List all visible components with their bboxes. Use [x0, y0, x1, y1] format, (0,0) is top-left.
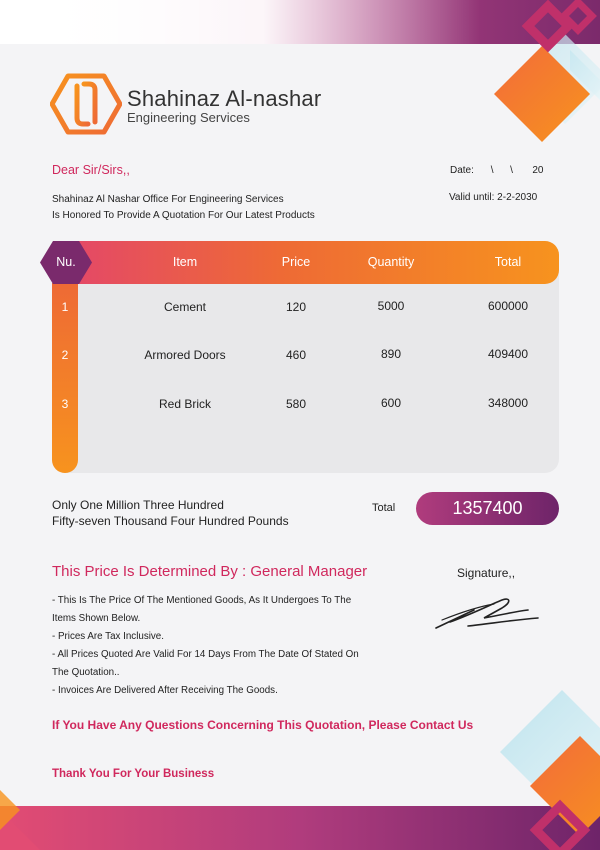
terms-line-6: - Invoices Are Delivered After Receiving The Goods.	[52, 685, 278, 696]
row-2-price: 460	[285, 348, 307, 362]
row-3-number: 3	[61, 397, 69, 411]
header-nu: Nu.	[56, 255, 76, 269]
row-3-quantity: 600	[380, 396, 402, 410]
intro-text	[52, 192, 382, 224]
date-field	[450, 165, 560, 176]
total-value-badge: 1357400	[416, 492, 559, 525]
header-quantity: Quantity	[367, 255, 415, 269]
total-label: Total	[372, 502, 396, 514]
row-3-item: Red Brick	[158, 397, 211, 411]
terms-line-1: - This Is The Price Of The Mentioned Goods, As It Undergoes To The	[52, 595, 352, 606]
signature-label: Signature,,	[457, 566, 516, 580]
header-item: Item	[172, 255, 198, 269]
top-band-fade	[0, 0, 480, 44]
row-3-price: 580	[285, 397, 307, 411]
row-2-item: Armored Doors	[144, 348, 226, 362]
row-1-item: Cement	[163, 300, 207, 314]
contact-note: If You Have Any Questions Concerning This Quotation, Please Contact Us	[52, 718, 474, 732]
row-3-total: 348000	[487, 396, 529, 410]
company-subtitle: Engineering Services	[127, 110, 250, 125]
signature-scribble	[432, 592, 542, 634]
row-1-price: 120	[285, 300, 307, 314]
valid-until: Valid until: 2-2-2030	[449, 192, 538, 203]
row-2-quantity: 890	[380, 347, 402, 361]
row-1-total: 600000	[487, 299, 529, 313]
price-determined-heading: This Price Is Determined By : General Manager	[52, 563, 368, 580]
terms-line-3: - Prices Are Tax Inclusive.	[52, 631, 164, 642]
date-value: \ \ 20	[490, 165, 544, 176]
top-right-geometric-decoration	[470, 0, 600, 190]
amount-in-words	[52, 497, 352, 529]
intro-line-1: Shahinaz Al Nashar Office For Engineering Services	[52, 194, 284, 205]
row-2-number: 2	[61, 348, 69, 362]
company-name: Shahinaz Al-nashar	[127, 86, 322, 111]
terms-list	[52, 592, 412, 700]
amount-words-line-1: Only One Million Three Hundred	[52, 498, 224, 512]
terms-line-2: Items Shown Below.	[52, 613, 141, 624]
header-total: Total	[494, 255, 522, 269]
row-1-quantity: 5000	[377, 299, 405, 313]
company-logo-icon	[50, 72, 122, 136]
thank-you-note: Thank You For Your Business	[52, 768, 215, 780]
intro-line-2: Is Honored To Provide A Quotation For Our Latest Products	[52, 210, 315, 221]
terms-line-4: - All Prices Quoted Are Valid For 14 Days From The Date Of Stated On	[52, 649, 359, 660]
bottom-left-decoration	[0, 780, 60, 850]
date-label: Date:	[450, 165, 474, 176]
amount-words-line-2: Fifty-seven Thousand Four Hundred Pounds	[52, 514, 289, 528]
greeting: Dear Sir/Sirs,,	[52, 163, 130, 177]
bottom-right-geometric-decoration	[500, 690, 600, 850]
row-1-number: 1	[61, 300, 69, 314]
row-2-total: 409400	[487, 347, 529, 361]
header-price: Price	[281, 255, 311, 269]
terms-line-5: The Quotation..	[52, 667, 120, 678]
